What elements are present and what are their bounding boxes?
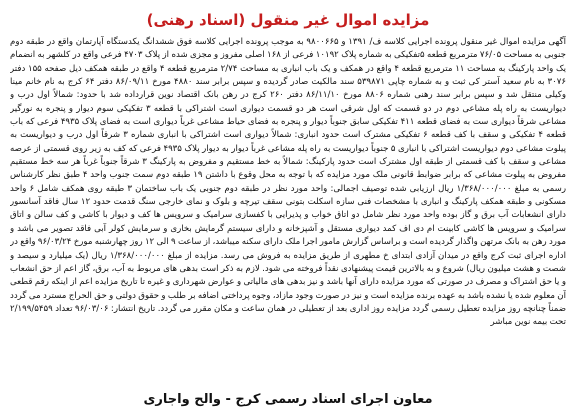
- notice-title: مزایده اموال غیر منقول (اسناد رهنی): [146, 11, 430, 29]
- notice-body: آگهی مزایده اموال غیر منقول پرونده اجرایی کلاسه ف/ ۱۳۹۱ و ۹۸۰۰۶۶۵ به موجب پرونده اجرایی کلاسه فوق ششدانگ یکدستگاه آپارتمان واقع در طبقه دوم جنوبی به مساحت ۷۶/۰۵ مترمربع قطعه ۵تفکیکی به شماره پلاک ۱۰۱۹۲ فرعی از ۱۶۸ اصلی مفروز و مجزی شده از پلاک ۴۷۰۳ فرعی واقع در کلشهر به انضمام یک واحد پارکینگ به مساحت ۱۱ مترمربع قطعه ۴ واقع در همکف و یک باب انباری به مساحت ۲/۷۴ مترمربع قطعه ۴ واقع در طبقه همکف ذیل صفحه ۱۵۵ دفتر ۳۰۷۶ به نام سعید آستر کی ثبت و به شماره چاپی ۵۳۹۸۷۱ سند مالکیت صادر گردیده و سپس برابر سند ۴۸۸۰ مورخ ۸۶/۰۹/۱۱ دفتر ۶۴ کرج به نام خانم مینا وکیلی منتقل شد و سپس برابر سند رهنی شماره ۸۸۰۶ مورخ ۸۶/۱۱/۱۰ دفتر ۲۶۰ کرج در رهن بانک اقتصاد نوین قرارداده شد با حدود: شمالاً اول درب و دیواریست به راه پله مشاعی دوم در دو قسمت که اول شرقی است هر دو قسمت دیواری است اشتراکی با قطعه ۳ تفکیکی سوم دیوار و پنجره به نورگیر مشاعی شرقاً دیواری ست به فضای قطعه ۴۱۱ تفکیکی سابق جنوباً دیوار و پنجره به فضای حیاط مشاعی غرباً دیواری است به فضای پلاک ۴۹۳۵ فرعی که باب قطعه ۴ تفکیکی و سقف با کف قطعه ۶ تفکیکی مشترک است حدود انباری: شمالاً دیواری است اشتراکی با انباری شماره ۳ شرقاً اول درب و دیواریست به پیلوت مشاعی دوم دیواریست اشتراکی با انباری ۵ جنوباً دیواریست به راه پله مشاعی غرباً دیوار به دیوار پلاک ۴۹۳۵ فرعی که کف به زیر روی قسمتی از عرصه مشاعی و سقف با کف قسمتی از طبقه اول مشترک است حدود پارکینگ: شمالاً به خط مستقیم و مفروض به پارکینگ ۳ شرقاً جنوباً غرباً هر سه خط مستقیم مفروض به پیلوت مشاعی که برابر ضوابط قانونی ملک مورد مزایده که با توجه به محل وقوع با داشتن ۱۹ طبقه دوم سمت جنوب واحد ۴ طبق نظر کارشناس رسمی به مبلغ ۱/۳۶۸/۰۰۰/۰۰۰ ریال ارزیابی شده توصیف اجمالی: واحد مورد نظر در طبقه دوم جنوبی یک باب ساختمان ۳ طبقه روی همکف شامل ۶ واحد مسکونی و طبقه همکف پارکینگ و انباری با مشخصات فنی سازه اسکلت بتونی سقف تیرچه و بلوک و نمای خارجی سنگ قدمت حدود ۱۲ سال فاقد آسانسور دارای انشعابات آب برق و گاز بوده واحد مورد نظر شامل دو اتاق خواب و پذیرایی با کفسازی سرامیک و سرویس ها کف و دیوار با کاشی و کف سالن و اتاق سرامیک و سرویس ها کاشی کابینت ام دی اف کمد دیواری مستقل و آشپزخانه و دارای سیستم گرمایش بخاری و سرمایش کولر آبی فاقد تصویر می باشد و مورد رهن به بانک مرتهن واگذار گردیده است و براساس گزارش مامور اجرا ملک دارای سکنه میباشد، از ساعت ۹ الی ۱۲ روز چهارشنبه مورخ ۹۶/۰۳/۲۴ واقع در اداره اجرای ثبت کرج واقع در میدان آزادی ابتدای خ مطهری از طریق مزایده به فروش می رسد. مزایده از مبلغ ۱/۳۶۸/۰۰۰/۰۰۰ ریال (یک میلیارد و سیصد و شصت و هشت میلیون ریال) شروع و به بالاترین قیمت پیشنهادی نقداً فروخته می شود. لازم به ذکر است بدهی های مربوط به آب، برق، گاز اعم از حق انشعاب و یا حق اشتراک و مصرف در صورتی که مورد مزایده دارای آنها باشد و نیز بدهی های مالیاتی و عوارض شهرداری و غیره تا تاریخ مزایده اعم از اینکه رقم قطعی آن معلوم شده یا نشده باشد به عهده برنده مزایده است و نیز در صورت وجود مازاد، وجوه پرداختی اضافه بر طلب و حقوق دولتی و حق الحراج مسترد می گردد ضمناً چنانچه روز مزایده تعطیل رسمی گردد مزایده روز اداری بعد از تعطیلی در همان ساعت و مکان مقرر می گردد. تاریخ انتشار: ۹۶/۰۳/۰۶ تعداد ۲/۱۹۹/۵۴۵۹ تحت بیمه نوین مباشر: [10, 37, 566, 328]
- footer-row: [10, 387, 566, 411]
- notice-signature: معاون اجرای اسناد رسمی کرج - والح واجاری: [143, 391, 433, 407]
- title-row: [10, 6, 566, 34]
